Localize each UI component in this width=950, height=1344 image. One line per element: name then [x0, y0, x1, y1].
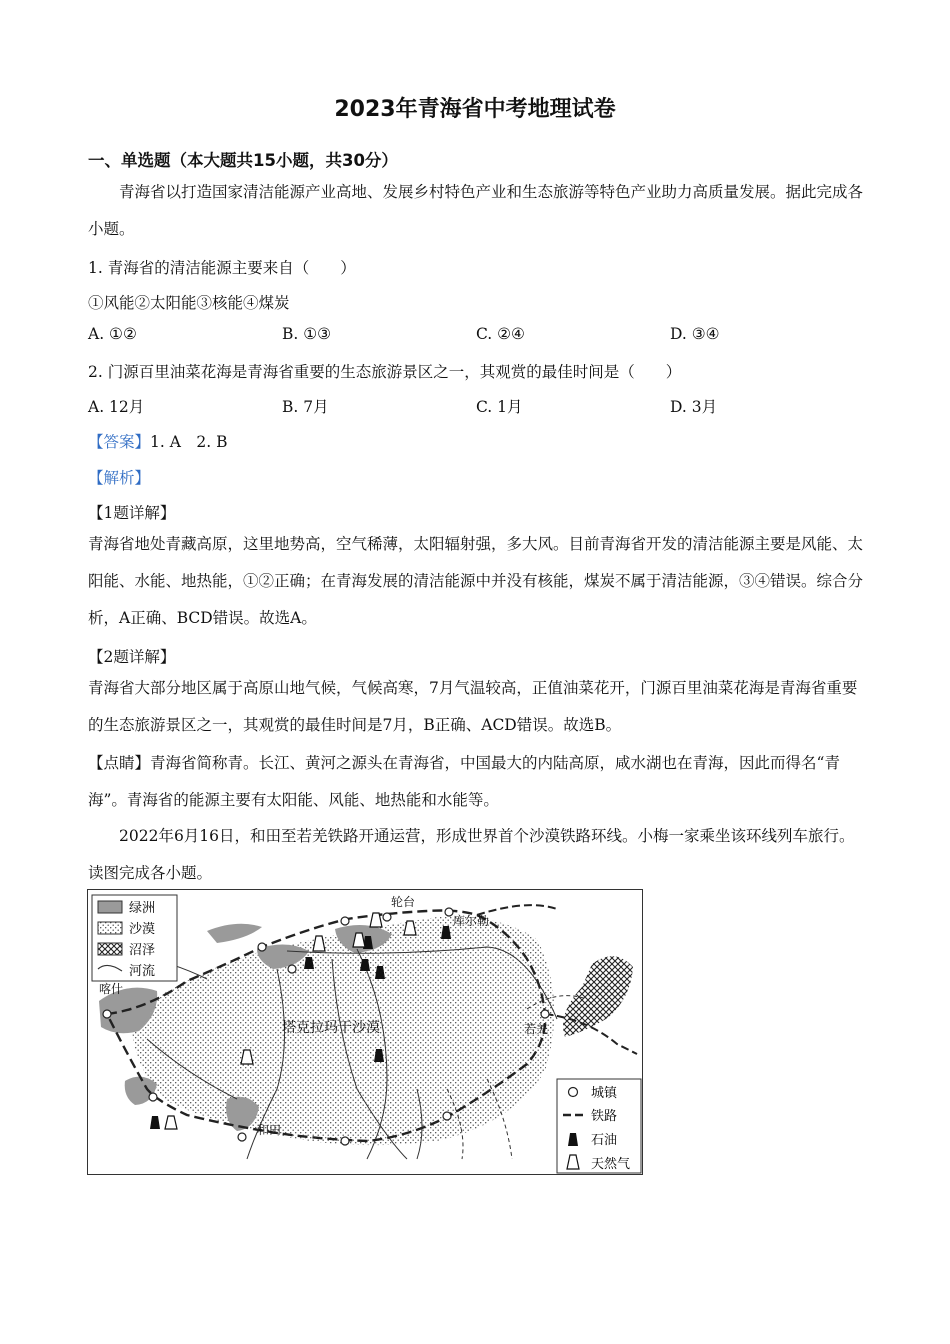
label-desert: 塔克拉玛干沙漠 [282, 1020, 380, 1036]
answer-text: 1. A 2. B [150, 433, 228, 451]
tip-text: 青海省简称青。长江、黄河之源头在青海省，中国最大的内陆高原，咸水湖也在青海，因此而得名“青海”。青海省的能源主要有太阳能、风能、地热能和水能等。 [88, 754, 840, 809]
intro-paragraph-1: 青海省以打造国家清洁能源产业高地、发展乡村特色产业和生态旅游等特色产业助力高质量发展。据此完成各小题。 [88, 183, 864, 238]
legend-river-label: 河流 [129, 964, 156, 979]
legend-desert-swatch [98, 922, 122, 934]
question-2-stem: 2. 门源百里油菜花海是青海省重要的生态旅游景区之一，其观赏的最佳时间是（ ） [88, 363, 682, 381]
legend-desert-label: 沙漠 [129, 922, 156, 937]
town-kashgar [103, 1010, 111, 1018]
detail-2-tag: 【2题详解】 [88, 648, 176, 666]
legend-swamp-swatch [98, 943, 122, 955]
question-2-option-d: D. 3月 [670, 398, 718, 416]
label-ruoqiang: 若羌 [524, 1022, 549, 1036]
legend-oasis-swatch [98, 901, 122, 913]
label-kashgar: 喀什 [99, 982, 124, 996]
town [288, 965, 296, 973]
question-1-stem: 1. 青海省的清洁能源主要来自（ ） [88, 259, 356, 277]
question-1-option-a: A. ①② [88, 325, 137, 343]
town [443, 1112, 451, 1120]
question-2-option-b: B. 7月 [282, 398, 329, 416]
question-1-items: ①风能②太阳能③核能④煤炭 [88, 294, 290, 312]
tip-paragraph [88, 745, 868, 819]
page-title: 2023年青海省中考地理试卷 [334, 97, 616, 122]
town [341, 1137, 349, 1145]
legend-oasis-label: 绿洲 [129, 901, 156, 916]
intro-paragraph-2: 2022年6月16日，和田至若羌铁路开通运营，形成世界首个沙漠铁路环线。小梅一家乘坐该环线列车旅行。读图完成各小题。 [88, 827, 855, 882]
tip-tag: 【点睛】 [88, 754, 151, 772]
question-2-option-a: A. 12月 [88, 398, 145, 416]
town-korla [445, 908, 453, 916]
town [341, 917, 349, 925]
question-1-option-c: C. ②④ [476, 325, 525, 343]
section-heading: 一、单选题（本大题共15小题，共30分） [88, 151, 398, 170]
town-luntai [383, 913, 391, 921]
answer-line [88, 430, 228, 452]
legend-oil-label: 石油 [591, 1133, 618, 1148]
question-2-option-c: C. 1月 [476, 398, 523, 416]
legend-gas-label: 天然气 [591, 1157, 631, 1172]
label-korla: 库尔勒 [453, 914, 490, 928]
town [149, 1093, 157, 1101]
legend-railway-label: 铁路 [591, 1109, 618, 1124]
detail-1-tag: 【1题详解】 [88, 504, 176, 522]
tarim-basin-map [87, 889, 643, 1175]
town-hotan [238, 1133, 246, 1141]
label-luntai: 轮台 [391, 895, 416, 909]
town [258, 943, 266, 951]
question-1-option-d: D. ③④ [670, 325, 720, 343]
legend-top [92, 895, 177, 981]
legend-town-swatch [569, 1088, 578, 1097]
detail-1-text: 青海省地处青藏高原，这里地势高，空气稀薄，太阳辐射强，多大风。目前青海省开发的清洁能源主要是风能、太阳能、水能、地热能，①②正确；在青海发展的清洁能源中并没有核能，煤炭不属于清洁能源，③④错误。综合分析，A正确、BCD错误。故选A。 [88, 535, 864, 627]
detail-2-text: 青海省大部分地区属于高原山地气候，气候高寒，7月气温较高，正值油菜花开，门源百里油菜花海是青海省重要的生态旅游景区之一，其观赏的最佳时间是7月，B正确、ACD错误。故选B。 [88, 679, 858, 734]
legend-town-label: 城镇 [591, 1086, 618, 1101]
question-1-option-b: B. ①③ [282, 325, 332, 343]
legend-bottom [557, 1079, 641, 1173]
label-hotan: 和田 [257, 1123, 282, 1137]
town-ruoqiang [541, 1010, 549, 1018]
legend-swamp-label: 沼泽 [129, 943, 156, 958]
analysis-tag: 【解析】 [88, 469, 151, 487]
answer-tag: 【答案】 [88, 433, 151, 451]
